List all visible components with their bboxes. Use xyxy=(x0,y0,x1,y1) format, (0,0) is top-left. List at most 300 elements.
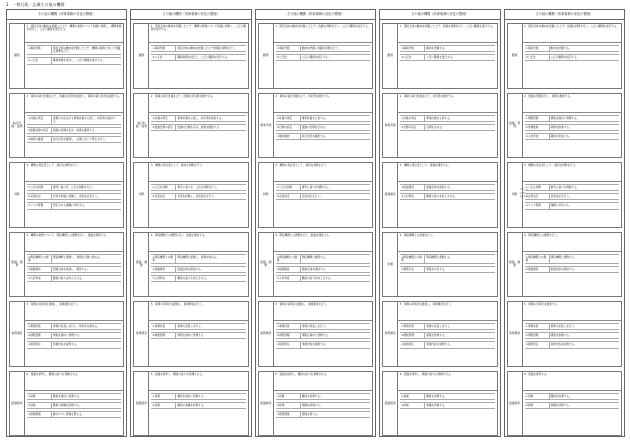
section-label: 観察 xyxy=(10,24,25,88)
section-label: 執行計画・成果 xyxy=(134,94,149,158)
competency-item xyxy=(151,115,245,122)
item-title: ②情報管理 xyxy=(525,333,550,338)
section-description: 2 事業の執行計画を立て、対応策を検討する。 xyxy=(398,94,496,113)
section-label: 判断 xyxy=(10,163,25,227)
item-title: ①業務改善 xyxy=(525,324,550,329)
section-description: 3 機関の責任者として、適切な判断を行う。 xyxy=(523,163,621,182)
item-title: ①業務改善 xyxy=(27,324,52,329)
item-text: 職員を適切に指導する。 xyxy=(177,394,206,398)
section-description: 6 組織を統率し、職員の能力を発揮させる。 xyxy=(149,372,247,391)
section-label: 判断 xyxy=(134,163,149,227)
competency-item xyxy=(525,266,619,273)
item-title: ①指導 xyxy=(151,394,176,399)
item-title: ②評価 xyxy=(27,403,52,408)
competency-section xyxy=(9,371,124,437)
section-label: 組織統率 xyxy=(383,372,398,436)
competency-item xyxy=(151,332,245,339)
item-text: 動向を把握する。 xyxy=(550,47,572,50)
item-title: ③説明責任 xyxy=(276,342,301,347)
section-label: 組織統率 xyxy=(10,372,25,436)
item-text: 情報を適切に管理する。 xyxy=(177,334,206,338)
competency-item xyxy=(400,193,494,200)
item-title: ②公正性 xyxy=(276,55,301,60)
competency-item xyxy=(276,275,370,282)
section-description: 1 国民全体の動向を把握した上で、的確な判断を行い、公正に職務を遂行する。 xyxy=(398,24,496,43)
competency-section xyxy=(258,232,373,298)
section-label: 業務運営 xyxy=(10,302,25,366)
item-text: 執行状況を確認する。 xyxy=(301,134,328,138)
item-text: 動向を把握し的確な判断を行う。 xyxy=(301,47,341,50)
item-title: ②意思決定 xyxy=(151,194,176,199)
competency-item xyxy=(525,54,619,61)
item-title: ②人材育成 xyxy=(400,194,425,199)
competency-item xyxy=(27,266,121,273)
competency-item xyxy=(276,193,370,200)
competency-item xyxy=(27,323,121,330)
competency-section xyxy=(258,301,373,367)
section-label: 組織統率 xyxy=(508,372,523,436)
item-text: 状況を把握し、意思決定を行う。 xyxy=(177,195,217,199)
section-description: 5 業務の効率化を推進する。 xyxy=(523,302,621,321)
item-text: 職員の業績を評価する。 xyxy=(177,403,206,407)
item-text: 情報を適切に管理する。 xyxy=(301,334,331,338)
item-title: ①事前実施 xyxy=(151,46,176,51)
competency-section xyxy=(507,23,622,89)
competency-item xyxy=(27,202,121,209)
section-description: 2 組織の管理を行い、業務を推進する。 xyxy=(523,94,621,113)
item-title: ③環境整備 xyxy=(27,412,52,417)
competency-item xyxy=(525,323,619,330)
section-description: 5 業務の効率化を推進し、業務運営を行う。 xyxy=(274,302,372,321)
section-label: 組織・調整 xyxy=(259,233,274,297)
item-text: 事業計画を立案する。 xyxy=(301,116,328,120)
competency-item xyxy=(151,323,245,330)
competency-item xyxy=(276,54,370,61)
competency-item xyxy=(27,254,121,264)
competency-section xyxy=(507,232,622,298)
competency-item xyxy=(276,124,370,131)
item-text: 職員の能力を向上させる。 xyxy=(426,195,458,199)
competency-item xyxy=(151,124,245,131)
competency-item xyxy=(27,115,121,125)
item-title: ③リスク管理 xyxy=(27,203,52,208)
competency-item xyxy=(151,402,245,409)
item-text: 業務内容を説明する。 xyxy=(550,343,577,347)
item-text: 関係機関と連携する。 xyxy=(426,255,453,259)
item-title: ②評価 xyxy=(400,403,425,408)
section-label: 組織・管理 xyxy=(508,94,523,158)
item-title: ③進捗確認 xyxy=(276,134,301,139)
item-text: 状況を的確に把握し、意思決定を行う。 xyxy=(53,195,100,199)
item-title: ②組織運営 xyxy=(525,267,550,272)
item-title: ①組織運営 xyxy=(400,185,425,190)
item-title: ①事前実施 xyxy=(400,46,425,51)
item-text: 関係機関と連携し、業務を進める。 xyxy=(177,255,219,259)
item-text: 課題に対応する。 xyxy=(550,204,572,208)
item-title: ②評価 xyxy=(276,403,301,408)
column-header: その他の機関（所掌事務の変化の整理） xyxy=(131,10,250,20)
section-label: 業務運営 xyxy=(508,302,523,366)
competency-section xyxy=(9,23,124,89)
org-column xyxy=(379,9,500,437)
item-text: 執行状況を確認し、必要に応じて修正を行う。 xyxy=(53,138,108,142)
item-text: 業績を評価する。 xyxy=(550,403,572,407)
section-label: 業務運営 xyxy=(259,302,274,366)
item-title: ①事前実施 xyxy=(27,46,52,54)
section-label: 業務運営 xyxy=(383,302,398,366)
item-text: 意思決定を行う。 xyxy=(550,195,572,199)
item-text: 事実に基づき判断する。 xyxy=(301,186,331,189)
section-description: 3 機関の責任者として、適切な判断を行う。 xyxy=(25,163,123,182)
section-label: 組織・調整 xyxy=(134,233,149,297)
item-title: ②公正性 xyxy=(525,55,550,60)
competency-item xyxy=(151,275,245,282)
competency-item xyxy=(276,341,370,348)
item-title: ③人材育成 xyxy=(151,276,176,281)
competency-section xyxy=(9,93,124,159)
item-title: ①公正な判断 xyxy=(525,185,550,190)
competency-section xyxy=(258,93,373,159)
competency-section xyxy=(258,371,373,437)
item-title: ②情報管理 xyxy=(27,333,52,338)
competency-item xyxy=(525,133,619,140)
item-text: 職員を指導する。 xyxy=(301,394,323,398)
section-label: 観察 xyxy=(134,24,149,88)
section-description: 3 機関の責任者として、適切な判断を行う。 xyxy=(274,163,372,182)
item-title: ②情報管理 xyxy=(151,333,176,338)
competency-item xyxy=(151,393,245,400)
item-title: ①指導 xyxy=(27,394,52,399)
section-label: 観察 xyxy=(259,24,274,88)
item-text: 業務内容を説明する。 xyxy=(426,343,453,347)
item-text: 公正に職務を遂行する。 xyxy=(301,56,331,60)
item-title: ①関係機関との調整 xyxy=(525,255,550,263)
item-title: ③人材育成 xyxy=(27,276,52,281)
competency-item xyxy=(276,184,370,191)
item-title: ①業務改善 xyxy=(276,324,301,329)
section-label: 事業実施 xyxy=(383,94,398,158)
competency-section xyxy=(382,371,497,437)
item-text: 職務業務を遂行し、公正に職務を遂行する。 xyxy=(53,59,105,63)
item-title: ①業務改善 xyxy=(151,324,176,329)
competency-item xyxy=(276,133,370,140)
item-text: 組織の目標を定め、成果を確認する。 xyxy=(177,125,222,129)
item-title: ②意思決定 xyxy=(27,194,52,199)
item-title: ②情報管理 xyxy=(276,333,301,338)
section-description: 5 業務の効率化を推進し、業務運営を行う。 xyxy=(398,302,496,321)
competency-item xyxy=(27,57,121,64)
competency-item xyxy=(525,341,619,348)
item-text: 関係機関と連携する。 xyxy=(550,255,577,259)
section-description: 4 機関の業務について、関係機関との調整を行い、組織を運営する。 xyxy=(25,233,123,252)
competency-item xyxy=(525,202,619,209)
section-label: 業務運営 xyxy=(134,302,149,366)
item-text: 公正に職務を遂行する。 xyxy=(426,56,455,60)
item-text: 業務の方針を示す事業計画を立案し、対応策を検討する。 xyxy=(53,116,116,123)
item-title: ②組織目標の設定 xyxy=(27,128,52,133)
item-title: ②意思決定 xyxy=(276,194,301,199)
item-text: 事業計画を立案し、対応策を検討する。 xyxy=(177,116,225,120)
competency-item xyxy=(27,402,121,409)
competency-section xyxy=(133,301,248,367)
section-description: 4 関係機関との調整を行い、組織を運営する。 xyxy=(149,233,247,252)
item-text: 職員を育成する。 xyxy=(550,134,572,138)
item-text: 組織全体を統括する。 xyxy=(426,186,453,189)
item-title: ②公正性 xyxy=(27,58,52,63)
item-title: ②組織目標の設定 xyxy=(151,125,176,130)
item-text: 情報を適切に管理する。 xyxy=(53,334,82,338)
section-description: 1 国民全体の動向を把握した上で、機関の業務について的確に判断し、公正に職務を遂行する。 xyxy=(149,24,247,43)
competency-item xyxy=(525,184,619,191)
section-description: 1 国民全体の動向を把握した上で、的確な判断を行い、公正に職務を遂行する。 xyxy=(523,24,621,43)
item-text: 業務の見直しを行う。 xyxy=(177,325,204,328)
item-text: 職員の業績を評価する。 xyxy=(53,403,82,407)
competency-section xyxy=(507,371,622,437)
competency-section xyxy=(382,23,497,89)
org-column xyxy=(130,9,251,437)
item-text: 職員を適切に指導する。 xyxy=(53,394,82,398)
competency-item xyxy=(27,393,121,400)
competency-item xyxy=(276,266,370,273)
item-text: 業務の見直しを行う。 xyxy=(426,325,453,328)
competency-item xyxy=(400,45,494,52)
competency-section xyxy=(382,93,497,159)
competency-item xyxy=(400,323,494,330)
section-description: 4 関係機関との調整を行う。 xyxy=(523,233,621,252)
section-description: 4 関係機関との調整を行い、組織を運営する。 xyxy=(274,233,372,252)
competency-item xyxy=(151,184,245,191)
section-label: 組織運営 xyxy=(383,163,398,227)
item-text: 職員の能力を向上させる。 xyxy=(301,277,333,281)
section-description: 6 組織を統率し、職員の能力を発揮させる。 xyxy=(398,372,496,391)
item-title: ②評価 xyxy=(525,403,550,408)
item-text: 業務の見直しを行う。 xyxy=(550,325,577,328)
section-description: 5 業務の効率化を推進し、業務運営を行う。 xyxy=(149,302,247,321)
competency-item xyxy=(276,45,370,52)
column-header: その他の機関（所掌事務の変化の整理） xyxy=(505,10,624,20)
item-text: 組織の目標を定める。 xyxy=(301,125,328,129)
item-text: 情報を管理する。 xyxy=(550,334,572,338)
competency-item xyxy=(400,402,494,409)
item-text: 職員の能力を向上させる。 xyxy=(53,277,85,281)
competency-item xyxy=(276,402,370,409)
org-column xyxy=(255,9,376,437)
item-title: ③人材育成 xyxy=(525,134,550,139)
competency-item xyxy=(27,45,121,55)
item-title: ②評価 xyxy=(151,403,176,408)
item-text: 職務業務を遂行し、公正に職務を遂行する。 xyxy=(177,56,230,60)
section-label: 組織統率 xyxy=(259,372,274,436)
item-title: ③説明責任 xyxy=(525,342,550,347)
item-text: 事業計画を立案する。 xyxy=(426,116,453,120)
item-title: ③説明責任 xyxy=(400,342,425,347)
competency-item xyxy=(276,254,370,264)
competency-section xyxy=(258,162,373,228)
competency-item xyxy=(27,341,121,348)
competency-item xyxy=(27,193,121,200)
competency-item xyxy=(400,54,494,61)
column-header: その他の機関（所掌事務の変化の整理） xyxy=(7,10,126,20)
competency-item xyxy=(151,254,245,264)
item-text: 働きやすい環境を整える。 xyxy=(53,412,85,416)
item-title: ①事前実施 xyxy=(525,46,550,51)
competency-item xyxy=(525,254,619,264)
competency-item xyxy=(151,45,245,52)
section-label: 執行計画・成果 xyxy=(10,94,25,158)
competency-item xyxy=(400,124,494,131)
item-title: ①指導 xyxy=(400,394,425,399)
competency-item xyxy=(400,332,494,339)
competency-section xyxy=(382,162,497,228)
competency-item xyxy=(151,54,245,61)
item-title: ③人材育成 xyxy=(276,276,301,281)
section-label: 組織・調整 xyxy=(10,233,25,297)
competency-item xyxy=(276,393,370,400)
item-text: 業務を推進する。 xyxy=(550,125,572,129)
section-label: 観察 xyxy=(508,24,523,88)
item-title: ②情報管理 xyxy=(400,333,425,338)
section-label: 判断 xyxy=(508,163,523,227)
competency-item xyxy=(400,266,494,273)
section-label: 判断 xyxy=(259,163,274,227)
item-text: 目標を定める。 xyxy=(426,125,445,129)
item-text: 業績を評価する。 xyxy=(301,403,323,407)
item-title: ①情報管理 xyxy=(525,116,550,121)
competency-item xyxy=(525,332,619,339)
item-text: 職員を指導する。 xyxy=(550,394,572,398)
section-description: 2 事業の執行計画を立て、的確な対応策を検討し、事業の執行状況を確認する。 xyxy=(25,94,123,113)
competency-item xyxy=(27,136,121,143)
competency-table xyxy=(6,9,625,437)
competency-item xyxy=(525,45,619,52)
item-title: ①関係機関との調整 xyxy=(276,255,301,263)
competency-item xyxy=(400,184,494,191)
item-text: 事実に基づき、公正な判断を行う。 xyxy=(177,186,219,189)
org-column xyxy=(6,9,127,437)
item-title: ②公正性 xyxy=(400,55,425,60)
item-text: 組織全体を統括する。 xyxy=(301,267,328,271)
section-description: 3 機関の責任者として、適切な判断を行う。 xyxy=(149,163,247,182)
item-text: 関係機関と連携し、業務を円滑に進める。 xyxy=(53,255,103,259)
item-title: ①業務改善 xyxy=(400,324,425,329)
item-text: 業務内容を説明する。 xyxy=(301,343,328,347)
item-title: ①計画の策定 xyxy=(151,116,176,121)
item-text: 事実に基づき判断する。 xyxy=(550,186,580,189)
section-label: 折衝 xyxy=(383,233,398,297)
competency-item xyxy=(27,332,121,339)
item-text: 組織全体を統括し、運営する。 xyxy=(53,267,90,271)
item-text: 意思決定を行う。 xyxy=(301,195,323,199)
column-header: その他の機関（所掌事務の変化の整理） xyxy=(380,10,499,20)
competency-item xyxy=(525,115,619,122)
item-text: 動向を把握する。 xyxy=(426,47,447,50)
item-text: 組織の目標を定め、成果を確認する。 xyxy=(53,128,97,132)
competency-item xyxy=(27,184,121,191)
item-title: ①事前実施 xyxy=(276,46,301,51)
competency-section xyxy=(133,93,248,159)
competency-section xyxy=(382,301,497,367)
item-title: ③進捗の確認 xyxy=(27,137,52,142)
competency-item xyxy=(400,115,494,122)
section-label: 組織統率 xyxy=(134,372,149,436)
competency-item xyxy=(276,115,370,122)
item-title: ③環境整備 xyxy=(276,412,301,417)
item-title: ②公正性 xyxy=(151,55,176,60)
item-text: 環境を整える。 xyxy=(301,412,320,416)
competency-section xyxy=(258,23,373,89)
item-text: 組織全体を統括する。 xyxy=(177,267,204,271)
item-text: 職員の能力を向上させる。 xyxy=(177,277,209,281)
item-text: 業績を評価する。 xyxy=(426,403,447,407)
item-title: ②業務推進 xyxy=(525,125,550,130)
competency-item xyxy=(276,411,370,418)
section-description: 1 国民全体の動向を把握した上で、的確な判断を行い、公正に職務を遂行する。 xyxy=(274,24,372,43)
section-description: 3 機関の責任者として、組織を運営する。 xyxy=(398,163,496,182)
page-header: 1 一般行政・広域その他の機関 xyxy=(6,2,65,7)
competency-section xyxy=(133,162,248,228)
competency-section xyxy=(9,301,124,367)
section-description: 6 組織を統率し、職員の能力を発揮させる。 xyxy=(274,372,372,391)
section-description: 2 事業の執行計画を立て、的確な対応策を検討する。 xyxy=(149,94,247,113)
section-description: 4 関係機関との折衝を行う。 xyxy=(398,233,496,252)
item-title: ①公正な判断 xyxy=(276,185,301,190)
item-title: ①計画の策定 xyxy=(276,116,301,121)
item-title: ①指導 xyxy=(525,394,550,399)
org-column xyxy=(504,9,625,437)
competency-item xyxy=(27,411,121,418)
section-label: 組織・調整 xyxy=(508,233,523,297)
competency-section xyxy=(133,371,248,437)
section-description: 5 業務の効率化を推進し、業務運営を行う。 xyxy=(25,302,123,321)
item-text: 情報を適切に管理する。 xyxy=(550,116,580,120)
section-description: 2 事業の執行計画を立て、対応策を検討する。 xyxy=(274,94,372,113)
item-title: ①計画の策定 xyxy=(400,116,425,121)
item-title: ①関係機関との調整 xyxy=(151,255,176,263)
section-label: 事業実施 xyxy=(259,94,274,158)
competency-section xyxy=(507,93,622,159)
item-title: ③リスク管理 xyxy=(525,203,550,208)
competency-item xyxy=(525,124,619,131)
item-title: ②目標の設定 xyxy=(276,125,301,130)
competency-item xyxy=(276,323,370,330)
item-title: ②情報共有 xyxy=(400,267,425,272)
competency-section xyxy=(133,23,248,89)
item-title: ①指導 xyxy=(276,394,301,399)
item-text: 組織全体を統括する。 xyxy=(550,267,577,271)
item-title: ①計画の策定 xyxy=(27,116,52,124)
section-description: 1 国民全体の動向を把握した上で、機関の業務について的確に判断し、機関業務を遂行し、公正に職務を遂行する。 xyxy=(25,24,123,43)
side-note: コミュニケーション xyxy=(519,187,529,199)
competency-item xyxy=(525,393,619,400)
competency-section xyxy=(382,232,497,298)
competency-item xyxy=(27,275,121,282)
competency-section xyxy=(507,301,622,367)
competency-section xyxy=(133,232,248,298)
item-title: ③説明責任 xyxy=(27,342,52,347)
competency-item xyxy=(151,193,245,200)
section-description: 6 組織を統率し、職員の能力を発揮させる。 xyxy=(25,372,123,391)
item-title: ①公正な判断 xyxy=(27,185,52,190)
section-label: 観察 xyxy=(383,24,398,88)
item-text: 情報を共有する。 xyxy=(426,267,447,271)
item-title: ①関係機関との調整 xyxy=(27,255,52,263)
item-text: 国民全体の動向を把握した上で、機関の業務に対して的確な判断を行う。 xyxy=(53,47,121,54)
item-text: 関係機関と連携する。 xyxy=(301,255,328,259)
item-text: 職員を指導する。 xyxy=(426,394,447,398)
section-description: 6 組織を統率する。 xyxy=(523,372,621,391)
competency-item xyxy=(400,341,494,348)
item-text: 業務の見直しを行う。 xyxy=(301,325,328,328)
